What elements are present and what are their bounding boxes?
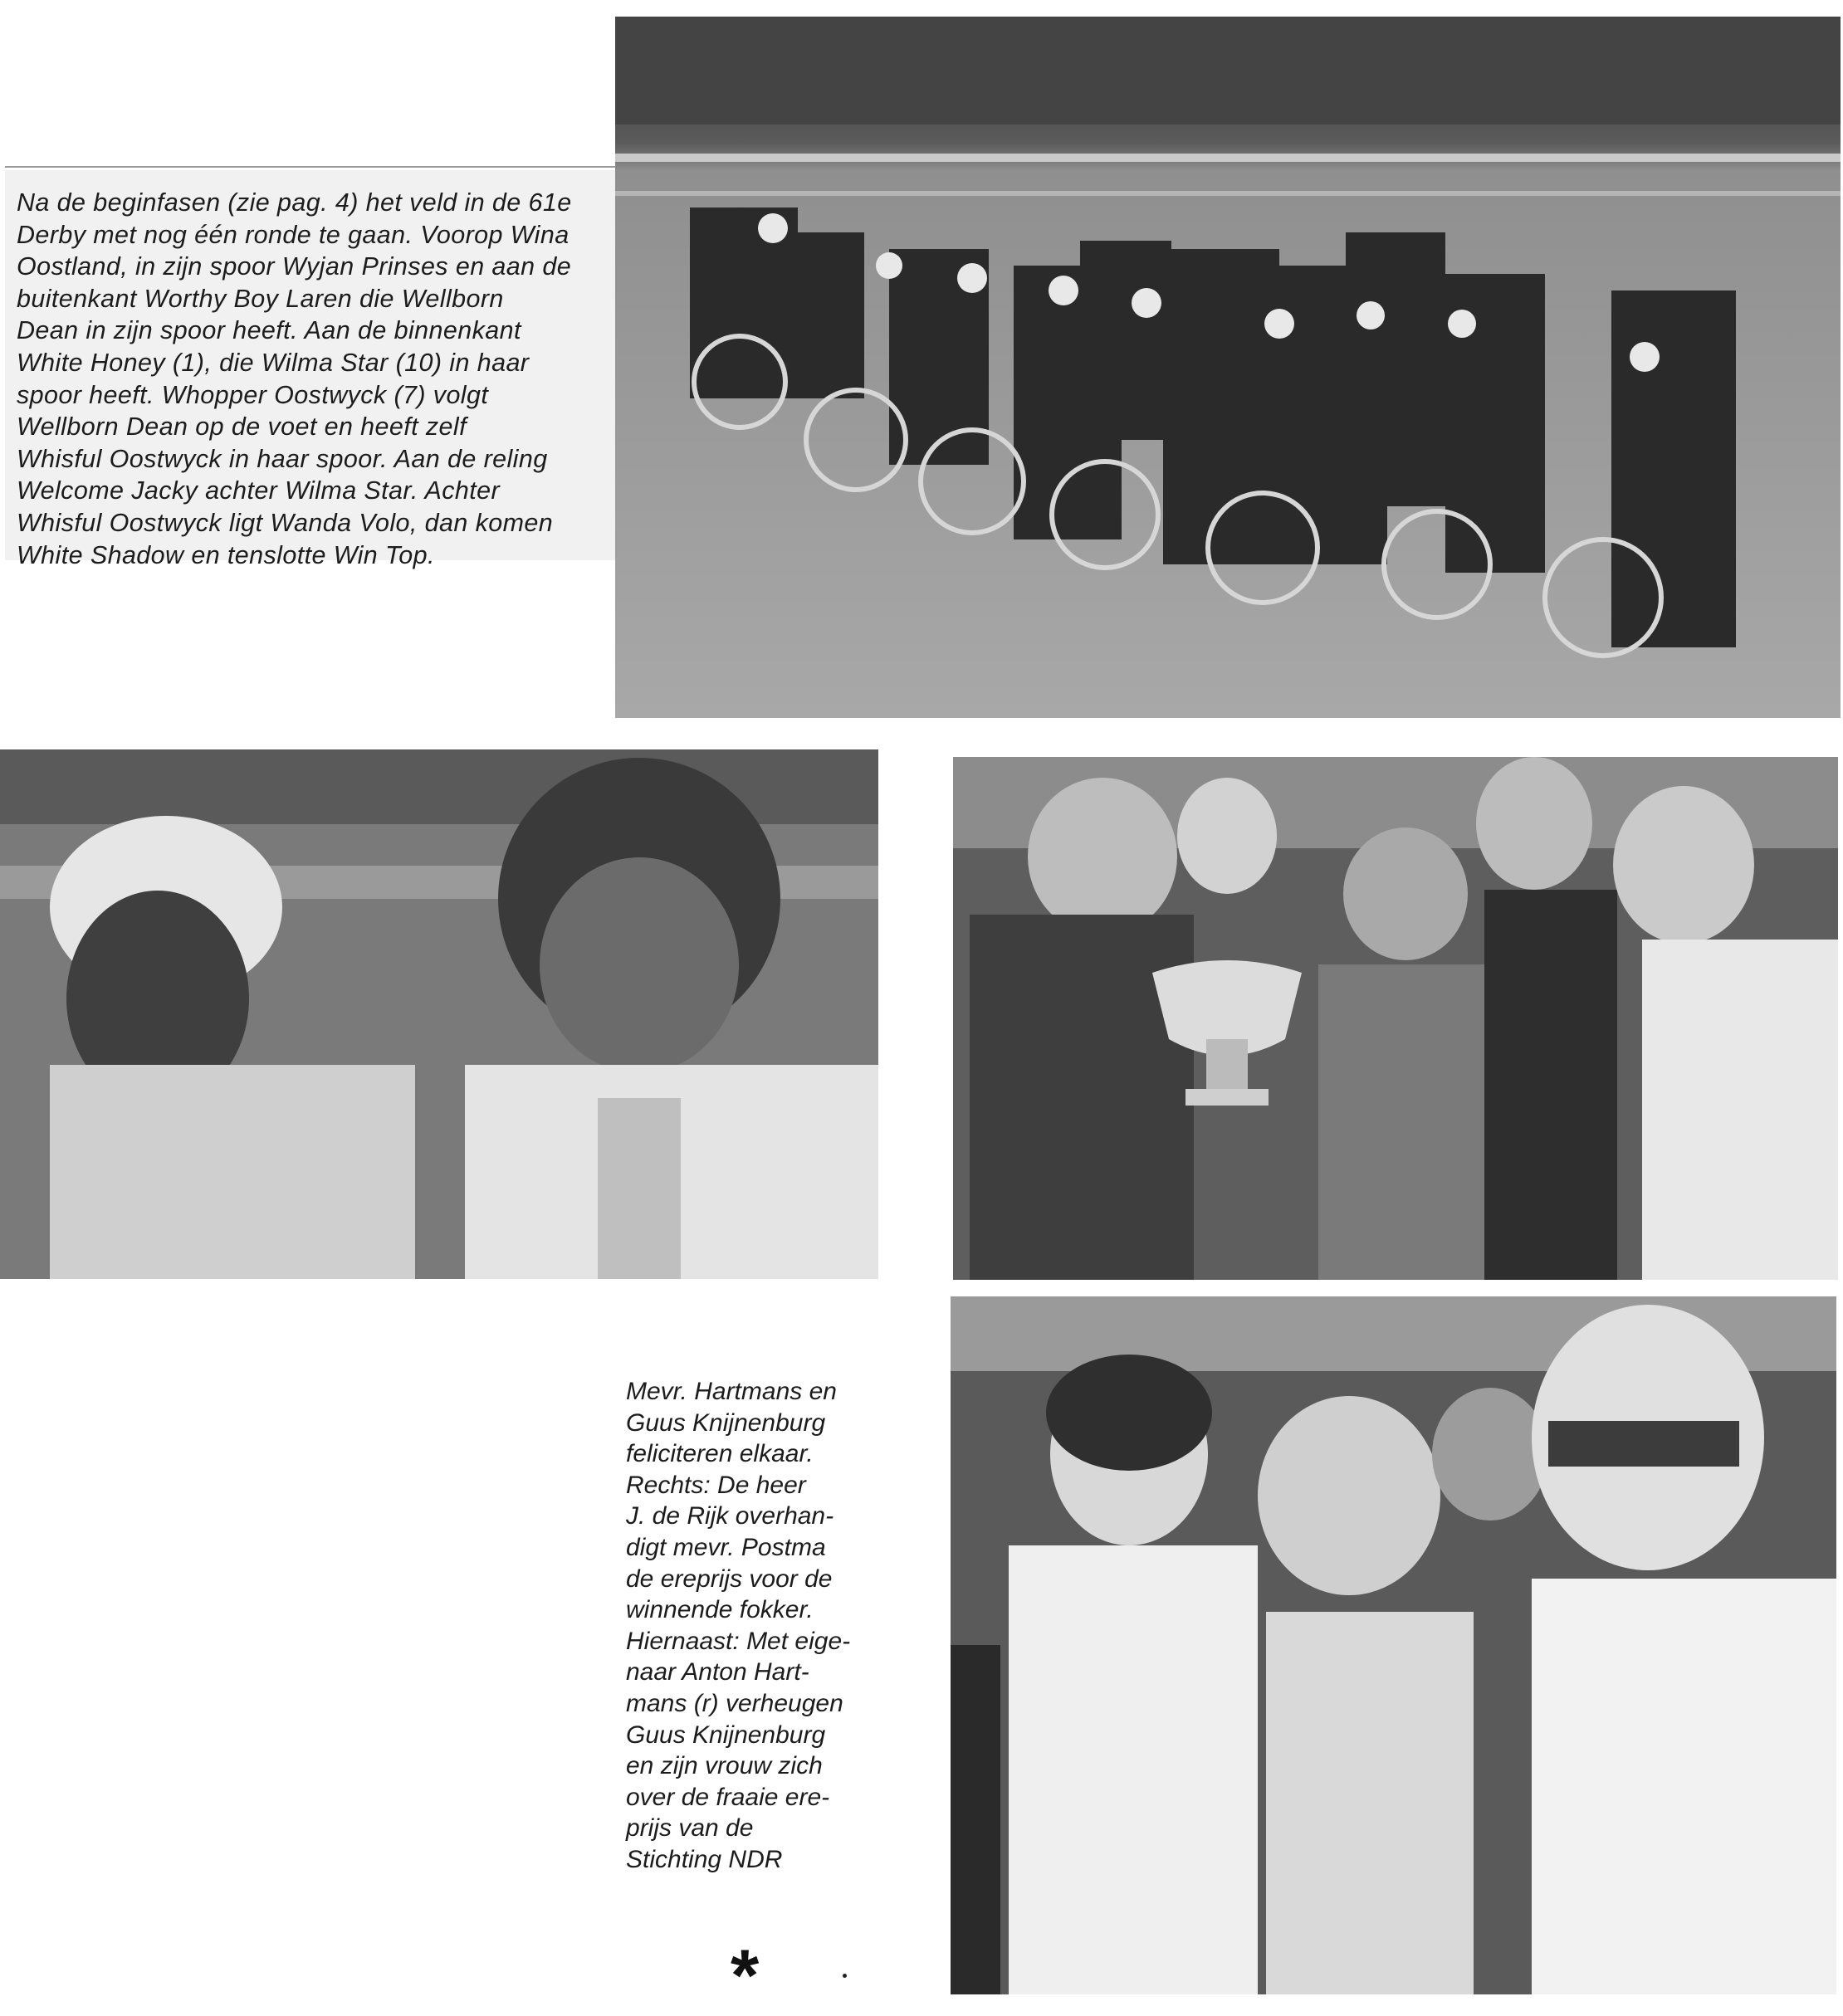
- race-caption-line: Oostland, in zijn spoor Wyjan Prinses en aan de: [17, 252, 572, 281]
- clipping-edge: [5, 166, 615, 168]
- ceremony-caption-line: feliciteren elkaar.: [626, 1440, 814, 1468]
- race-caption-line: Welcome Jacky achter Wilma Star. Achter: [17, 476, 500, 505]
- ceremony-caption-line: Hiernaast: Met eige-: [626, 1627, 851, 1655]
- race-caption-line: White Shadow en tenslotte Win Top.: [17, 540, 435, 569]
- race-photo: [615, 17, 1841, 718]
- race-caption-line: buitenkant Worthy Boy Laren die Wellborn: [17, 284, 504, 313]
- ceremony-caption-line: de ereprijs voor de: [626, 1564, 833, 1593]
- ceremony-caption-line: digt mevr. Postma: [626, 1533, 826, 1561]
- ceremony-caption-line: Rechts: De heer: [626, 1471, 806, 1499]
- race-caption-line: spoor heeft. Whopper Oostwyck (7) volgt: [17, 380, 489, 409]
- ceremony-caption-line: Mevr. Hartmans en: [626, 1378, 837, 1405]
- ceremony-caption-line: winnende fokker.: [626, 1596, 814, 1624]
- trophy-photo-image: [953, 757, 1838, 1280]
- ceremony-caption: [626, 1376, 908, 1876]
- race-caption-line: Dean in zijn spoor heeft. Aan de binnenkant: [17, 316, 521, 345]
- race-photo-image: [615, 17, 1841, 718]
- race-caption-line: Na de beginfasen (zie pag. 4) het veld in de 61e: [17, 188, 572, 217]
- group-photo-image: [951, 1296, 1836, 1994]
- race-caption: [5, 170, 615, 569]
- ceremony-caption-line: Stichting NDR: [626, 1845, 783, 1873]
- race-caption-line: Whisful Oostwyck ligt Wanda Volo, dan komen: [17, 508, 554, 537]
- ceremony-caption-line: Guus Knijnenburg: [626, 1408, 826, 1437]
- ceremony-caption-line: mans (r) verheugen: [626, 1689, 843, 1717]
- trophy-photo: [953, 757, 1838, 1280]
- race-caption-line: Wellborn Dean op de voet en heeft zelf: [17, 412, 467, 442]
- ceremony-caption-line: prijs van de: [626, 1814, 754, 1843]
- drivers-photo: [0, 749, 878, 1279]
- race-caption-line: Whisful Oostwyck in haar spoor. Aan de reling: [17, 444, 548, 473]
- race-caption-line: White Honey (1), die Wilma Star (10) in haar: [17, 348, 530, 377]
- drivers-photo-image: [0, 749, 878, 1279]
- ceremony-caption-line: J. de Rijk overhan-: [626, 1502, 834, 1530]
- ceremony-caption-line: over de fraaie ere-: [626, 1783, 830, 1811]
- ceremony-caption-line: naar Anton Hart-: [626, 1658, 809, 1687]
- race-caption-line: Derby met nog één ronde te gaan. Voorop Wina: [17, 220, 570, 249]
- ceremony-caption-line: Guus Knijnenburg: [626, 1721, 826, 1749]
- footer-asterisk: *: [731, 1934, 760, 2016]
- ceremony-caption-line: en zijn vrouw zich: [626, 1752, 823, 1780]
- footer-dot: [843, 1974, 847, 1978]
- group-photo: [951, 1296, 1836, 1994]
